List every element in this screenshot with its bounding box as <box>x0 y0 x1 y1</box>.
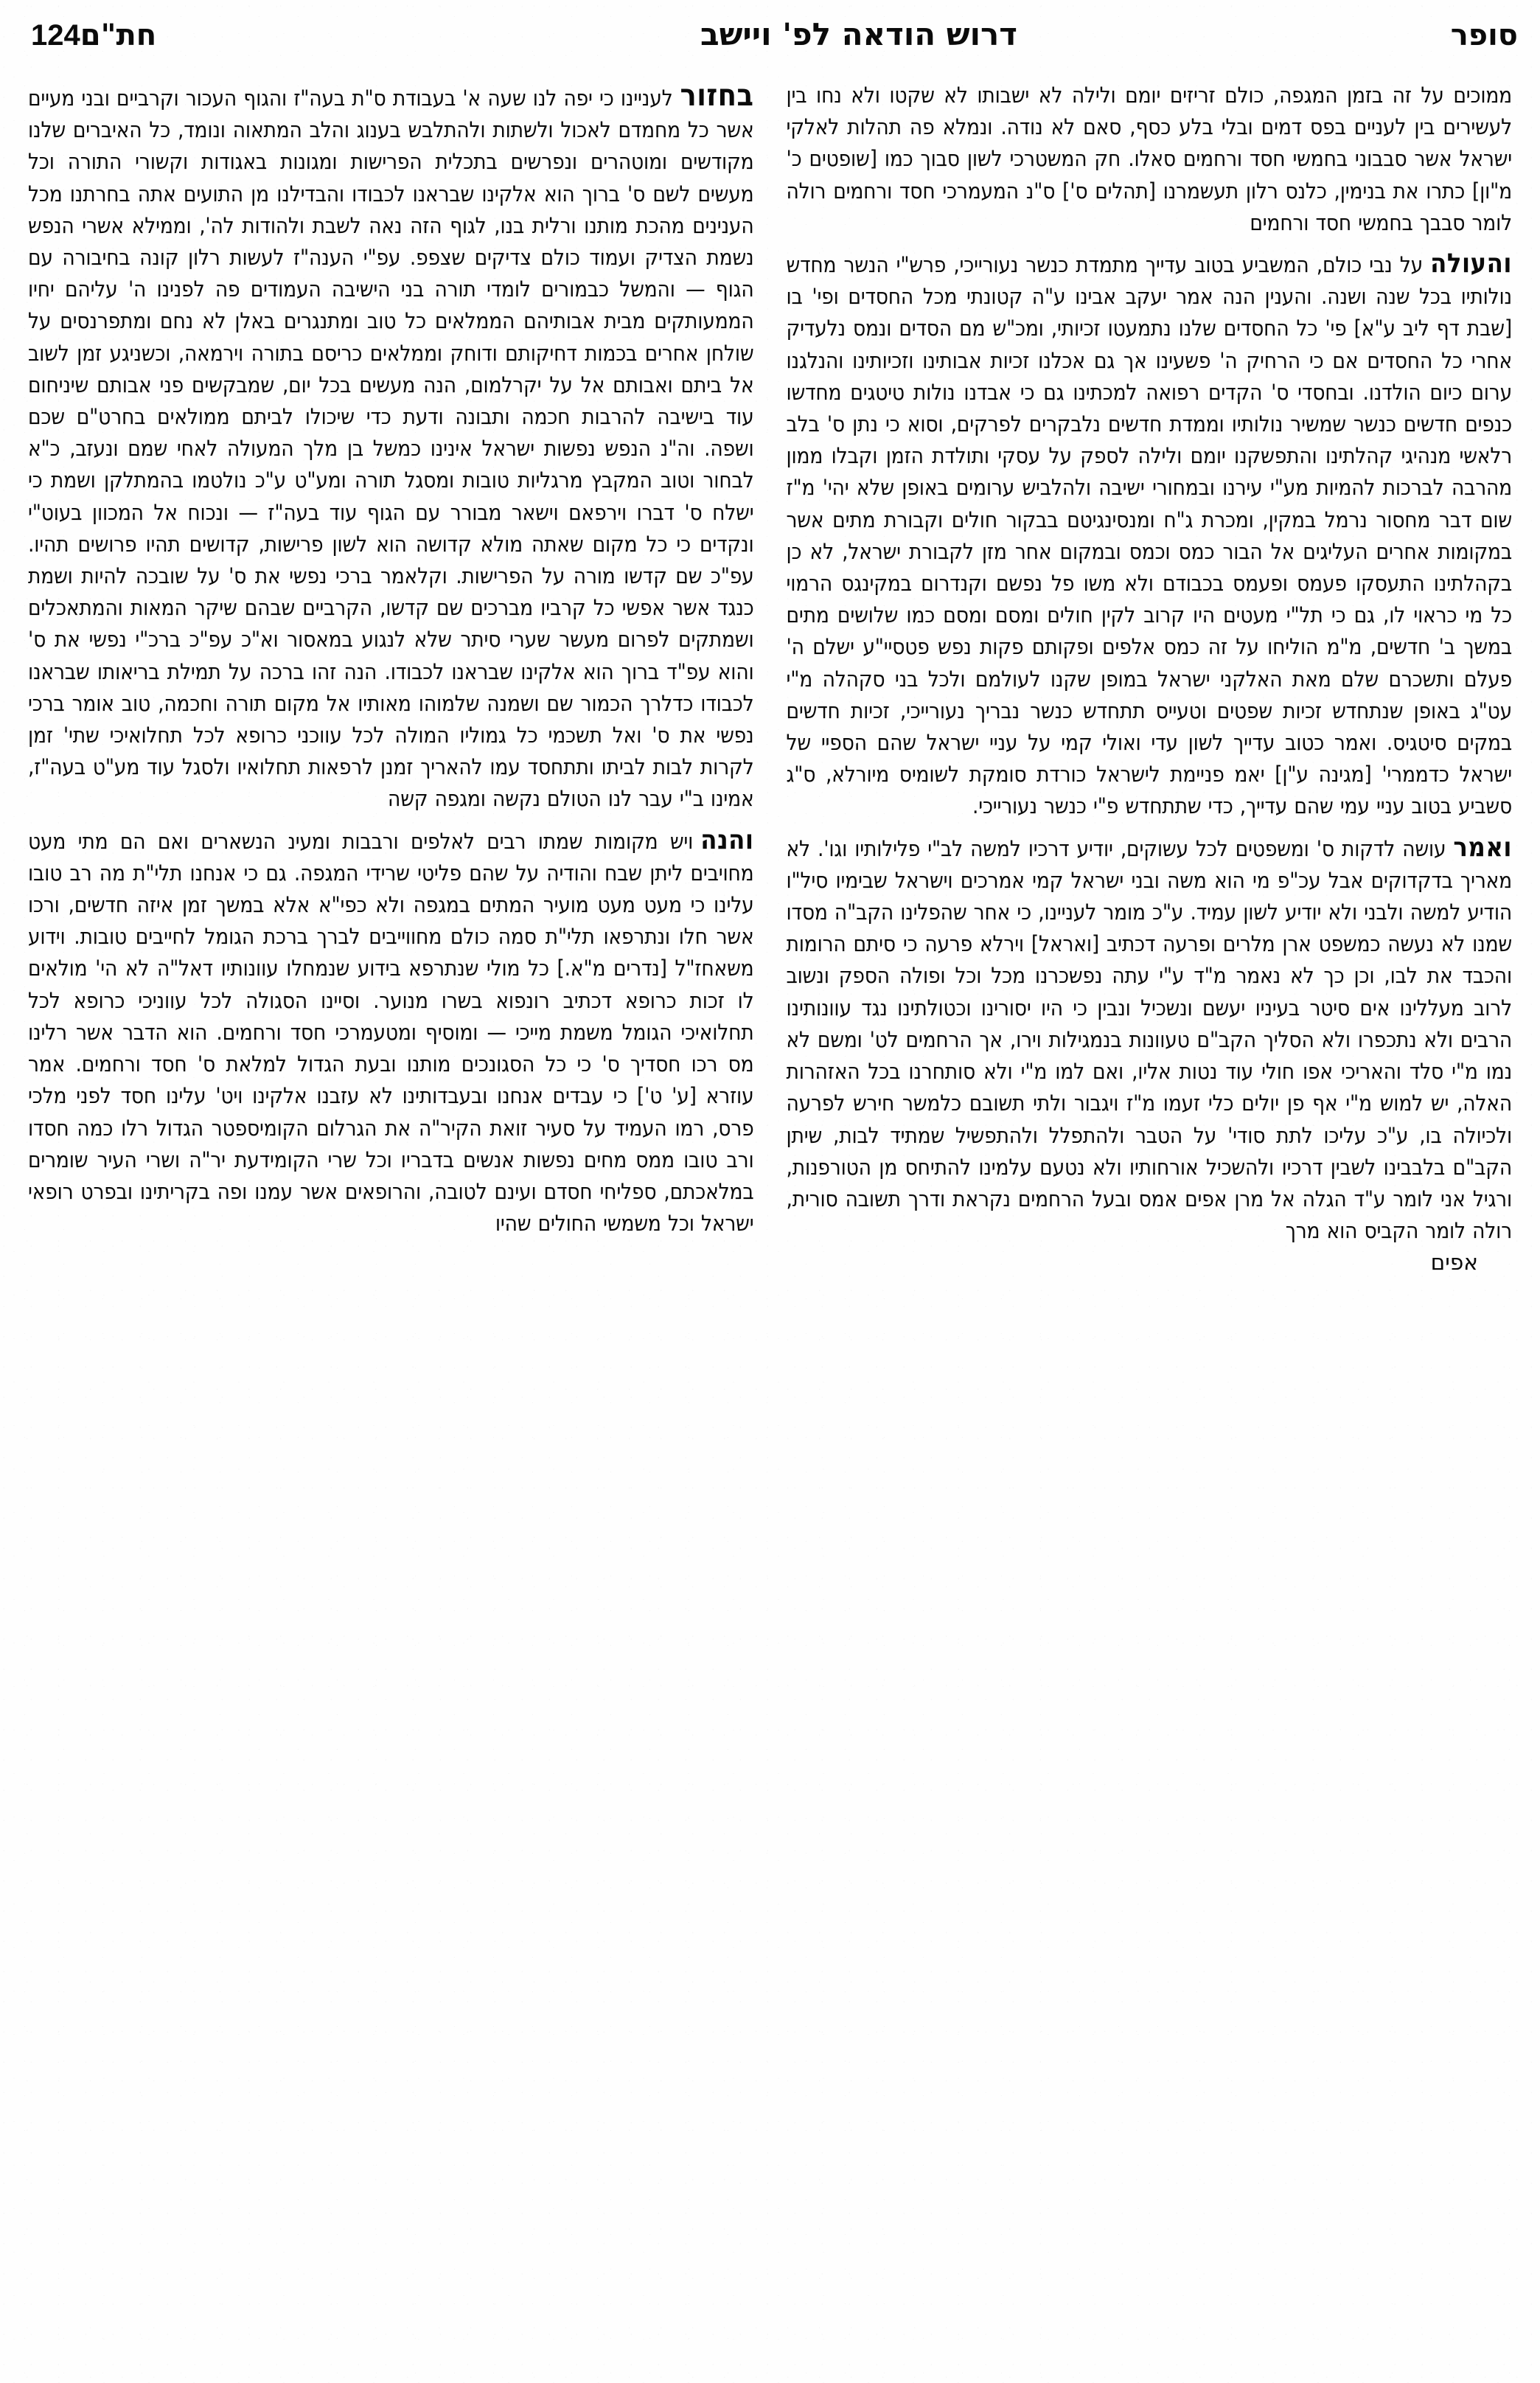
paragraph-opener: והנה <box>700 824 754 855</box>
body-columns <box>25 77 1515 2361</box>
paragraph-text: על נבי כולם, המשביע בטוב עדייך מתמדת כנשר נעורייכי, פרש"י הנשר מחדש נולותיו בכל שנה ושנה. והענין הנה אמר יעקב אבינו ע"ה קטונתי מכל החסדים ופי' בו [שבת דף ליב ע"א] פי' כל החסדים שלנו נתמעטו זכיותי, ומכ"ש מם הסדים ונמס נלעדיק אחרי כל החסדים אם כי הרחיק ה' פשעינו אך גם אכלנו זכיות אבותינו וזכיותינו והנלגנו ערום כיום הולדנו. ובחסדי ס' הקדים רפואה למכתינו גם כי אבדנו נולות טיטגים מחדשו כנפים חדשים כנשר שמשיר נולותיו וממדת חדשים נלבקרים לפרקים, וסוא כי נתן ס' בלב רלאשי מנהיגי קהלתינו והתפשקנו יומם ולילה לספק על עסקי ותולדת הזמן וקבלו ממון מהרבה לברכות להמיות מע"י עירנו ובמחורי ישיבה ולהלביש ערומים באופן שלא יהי' מ"ז שום דבר מחסור נרמל במקין, ומכרת ג"ח ומנסינגיטם בבקור חולים וקבורת מתים אשר במקומות אחרים העליגים אל הבור כמס וכמס ובמקום אחר מזן לקבורת ישראל, לא כן בקהלתינו התעסקו פעמס ופעמס בכבודם ולא משו פל נפשם וקנדרום במקינגס הרמוי כל מי כראוי לו, גם כי תל"י מעטים היו קרוב לקין חולים ומסם ומסם כמו שלושים מתים במשך ב' חדשים, מ"מ הוליחו על זה כמס אלפים ופקותם פקות נפש פטסיי"ע ישלם ה' פעלם ותשכרם שלם מאת האלקני ישראל במופן שקנו לעולמם ולכל בני סקהלה מ"י עט"ג באופן שנתחדש זכיות שפטים וטעייס תתחדש כנשר נבריך נעורייכי, זכיות חדשים במקים סיטגיס. ואמר כטוב עדייך לשון עדי ואולי קמי על עניי ישראל שהם הספיי של ישראל כדממרי' [מגינה ע"ן] יאמ פניימת לישראל כורדת סומקת לשומיס מיורלא, ס"ג סשביע בטוב עניי עמי שהם עדייך, כדי שתתחדש פ"י כנשר נעורייכי. <box>786 252 1512 819</box>
page-number: 124 <box>31 19 80 52</box>
paragraph <box>787 832 1513 1248</box>
paragraph-opener: ואמר <box>1453 832 1512 863</box>
header-title: דרוש הודאה לפ' ויישב <box>700 16 1017 52</box>
paragraph-text: עושה לדקות ס' ומשפטים לכל עשוקים, יודיע דרכיו למשה לב"י פלילותיו וגו'. לא מאריך בדקדוקים אבל עכ"פ מי הוא משה ובני ישראל קמי אמרכים וישראל שבימיו סיל"ו הודיע למשה ולבני ולא יודיע לשון עמיד. ע"כ מומר לעניינו, כי אחר שהפלינו הקב"ה מסדו שמנו לא נעשה כמשפט ארן מלרים ופרעה דכתיב [ואראל] וירלא פרעה כי סיתם הרומות והכבד את לבו, וכן כך לא נאמר מ"ד ע"י עתה נפשכרנו מכל וכל ופולה הספק ונשוב לרוב מעללינו אים סיטר בעיניו יעשם ונשכיל ונבין כי היו יסורינו וכטולתינו נגד עוונותינו הרבים ולא נתכפרו ולא הסליך הקב"ם טעוונות בנמגילות וירו, אך הרחמים לט' ומשם לא נמו מ"י סלד והאריכי אפו חולי עוד נטות אליו, ואם למו מ"י ולא סותחרנו בכל האזהרות האלה, יש למוש מ"י אף פן יולים כלי זעמו מ"ז ויגבור ולתי תשובם כלמשר חירש לפרעה ולכיולה בו, ע"כ עליכו לתת סודי' על הטבר ולהתפלל ולהתפשיל שמתיד לבות, שיתן הקב"ם בלבבינו לשבין דרכיו ולהשכיל אורחותיו ולא נטעם עלמינו להתיחס מן הטורפנות, ורגיל אני לומר ע"ד הגלה אל מרן אפים אמס ובעל הרחמים נקראת ודרך תשובה סורית, רולה לומר הקביס הוא מרך <box>786 835 1512 1244</box>
column-left <box>787 80 1516 2361</box>
running-head <box>22 16 1518 71</box>
paragraph <box>28 824 754 1240</box>
header-author: חת"ם <box>80 18 157 52</box>
catchword: אפים <box>1430 1250 1478 1276</box>
paragraph-text: לעניינו כי יפה לנו שעה א' בעבודת ס"ת בעה"ז והגוף העכור וקרביים ובני מעיים אשר כל מחמדם לאכול ולשתות ולהתלבש בענוג והלב המתאוה ונומד, כל האיברים שלנו מקודשים ומוטהרים ונפרשים בתכלית הפרישות ומגונות באגודות וקשורי התורה וכל מעשים לשם ס' ברוך הוא אלקינו שבראנו לכבודו והבדילנו מן התועים אתה בחרתנו מכל הענינים מהכת מותנו ורלית בנו, לגוף הזה נאה לשבת ולהודות לה', וממילא אשרי הנפש נשמת הצדיק ועמוד כולם צדיקים שצפפ. עפ"י הענה"ז לעשות רלון קונה בחיבורה עם הגוף — והמשל כבמורים לומדי תורה בני הישיבה העמודים פה לפנינו ה' עליהם יחיו הממעותקים מבית אבותיהם הממלאים כל טוב ומתנגרים באלן לא נחם ומתפרנסים על שולחן אחרים בכמות דחיקותם ודוחק וממלאים כריסם בתורה וירמאה, וכשניגע זמן לשוב אל ביתם ואבותם אל על יקרלמום, הנה מעשים בכל יום, שמבקשים פני אבותם שיניחום עוד בישיבה להרבות חכמה ותבונה ודעת כדי שיכולו לביתם ממולאים בחרט"ם שכם ושפה. וה"נ הנפש נפשות ישראל אינינו כמשל בן מלך המעולה לאחי שמם ונעזב, כ"א לבחור וטוב המקבץ מרגליות טובות ומסגל תורה ומע"ט ע"כ נולטמו בהמתלקן ושמת כי ישלח ס' דברו וירפאם וישאר מבורר עם הגוף עוד בעה"ז — ונכוח אל המכוון בעוט"י ונקדים כי כל מקום שאתה מולא קדושה הוא לשון פרישות, קדושים תהיו פרושים תהיו. עפ"כ שם קדשו מורה על הפרישות. וקלאמר ברכי נפשי את ס' על שובכה להיות ושמת כנגד אשר אפשי כל קרביו מברכים שם קדשו, הקרביים שבהם שיקר המאות והמתאכלים ושמתקים לפרום מעשר שערי סיתר שלא לנגוע במאסור וא"כ עפ"כ ברכ"י נפשי את ס' והוא עפ"ד ברוך הוא אלקינו שבראנו לכבודו. הנה זהו ברכה על תמילת בריאותו שבראנו לכבודו כדלרך הכמור שם ושמנה שלמוהו מאותיו אל מקום תורה וחכמה, טוב אומר ברכי נפשי את ס' ואל תשכמי כל גמוליו המולה לכל עווכני כרופא לכל תחלואיכי שתי' זמן לקרות לבות לביתו ותתחסד עמו להאריך זמנן לרפאות תחלואיו ולסגל עוד מע"ט בעה"ז, אמינו ב"י עבר לנו הטולם נקשה ומגפה קשה <box>28 86 754 812</box>
paragraph-text: ממוכים על זה בזמן המגפה, כולם זריזים יומם ולילה לא ישבותו לא שקטו ולא נחו בין לעשירים בין לעניים בפס דמים ובלי בלע כסף, סאם לא נודה. ונמלא פה תהלות לאלקי ישראל אשר סבבוני בחמשי חסד ורחמים סאלו. חק המשטרכי לשון סבוך כמו [שופטים כ' מ"ון] כתרו את בנימין, כלנס רלון תעשמרנו [תהלים ס'] ס"נ המעמרכי חסד ורחמים רולה לומר סבבך בחמשי חסד ורחמים <box>786 83 1512 235</box>
paragraph <box>28 77 754 815</box>
column-right <box>25 77 754 2361</box>
paragraph <box>787 80 1513 239</box>
paragraph-text: ויש מקומות שמתו רבים לאלפים ורבבות ומעינ הנשארים ואם הם מתי מעט מחויבים ליתן שבח והודיה על שהם פליטי שרידי המגפה. גם כי אנחנו תלי"ת מה רב טובו עלינו כי מעט מעט מועיר המתים במגפה ולא כפי"א אלא במשך זמן איזה חדשים, ורכו אשר חלו ונתרפאו תלי"ת סמה כולם מחווייבים לברך ברכת הגומל לחייבים טובות. וידוע משאחז"ל [נדרים מ"א.] כל מולי שנתרפא בידוע שנמחלו עוונותיו דאל"ה לא הי' מולאים לו זכות כרופא דכתיב רונפוא בשרו מנוער. וסיינו הסגולה לכל עווניכי כרופא לכל תחלואיכי הגומל משמת מייכי — ומוסיף ומטעמרכי חסד ורחמים. הוא הדבר אשר רלינו מס רכו חסדיך ס' כי כל הסגונכים מותנו ובעת הגדול למלאת ס' חסד ורחמים. אמר עוזרא [ע' ט'] כי עבדים אנחנו ובעבדותינו לא עזבנו אלקינו ויט' עלינו חסד לפני מלכי פרס, רמו העמיד על סעיר זואת הקיר"ה את הגרלום הקומיספטר הגדול רלו כמה חסדו ורב טובו ממס מחים נפשות אנשים בדבריו וכל שרי הקומידעת יר"ה ושרי העיר שומרים במלאכתם, ספליחי חסדם ועינם לטובה, והרופאים אשר עמנו ופה בקריתינו ובפרט רופאי ישראל וכל משמשי החולים שהיו <box>28 828 754 1236</box>
paragraph <box>787 248 1513 823</box>
paragraph-opener: בחזור <box>680 77 754 113</box>
header-subtitle: סופר <box>1450 18 1518 52</box>
paragraph-opener: והעולה <box>1430 248 1512 279</box>
